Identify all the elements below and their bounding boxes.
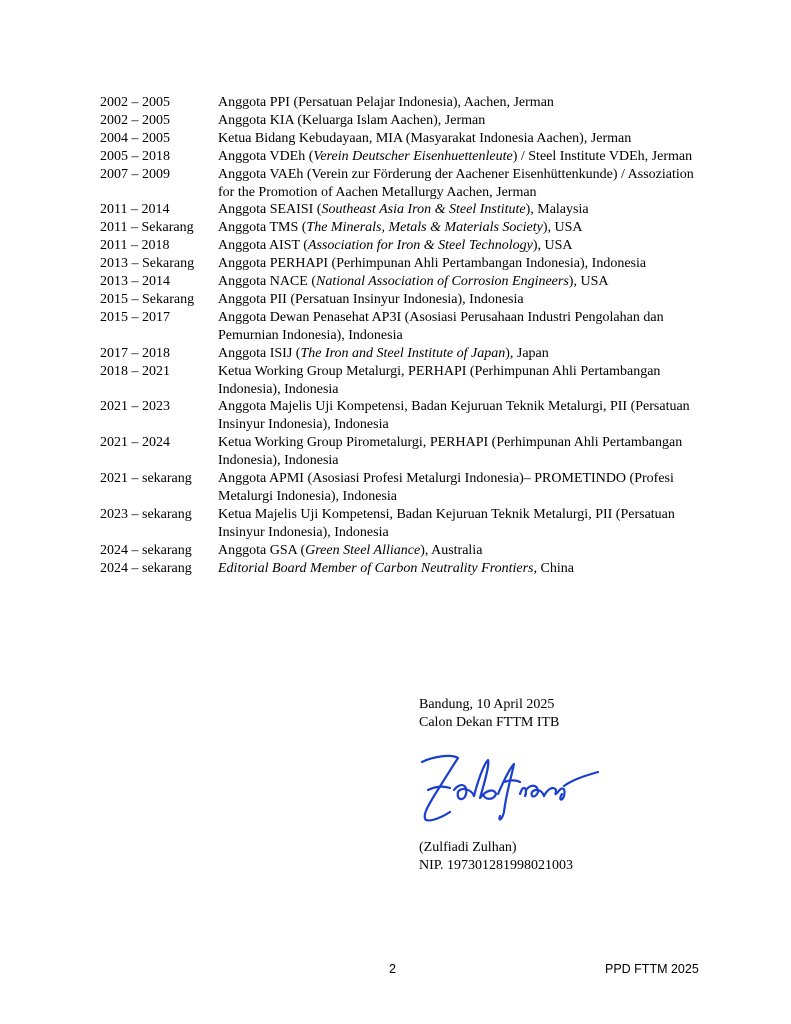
membership-years: 2023 – sekarang	[100, 506, 192, 522]
membership-description	[218, 398, 700, 434]
membership-row	[100, 345, 700, 363]
description-text: Ketua Majelis Uji Kompetensi, Badan Kejuruan Teknik Metalurgi, PII (Persatuan Insinyur Indonesia), Indonesia	[218, 506, 675, 540]
membership-description	[218, 130, 700, 148]
description-text: ), Japan	[505, 345, 549, 361]
description-text: Anggota GSA (	[218, 542, 306, 558]
description-text: , China	[533, 560, 574, 576]
membership-row	[100, 542, 700, 560]
membership-row	[100, 398, 700, 434]
membership-years: 2017 – 2018	[100, 345, 170, 361]
description-text: Anggota TMS (	[218, 220, 307, 236]
membership-row	[100, 237, 700, 255]
membership-years: 2021 – sekarang	[100, 471, 192, 487]
membership-row	[100, 94, 700, 112]
membership-years: 2005 – 2018	[100, 148, 170, 164]
membership-list	[100, 94, 700, 577]
italic-title: Green Steel Alliance	[305, 542, 421, 558]
membership-description	[218, 309, 700, 345]
description-text: Anggota ISIJ (	[218, 345, 301, 361]
membership-row	[100, 434, 700, 470]
description-text: Anggota PII (Persatuan Insinyur Indonesia), Indonesia	[218, 291, 524, 307]
description-text: Anggota VDEh (	[218, 148, 314, 164]
membership-description	[218, 148, 700, 166]
membership-years: 2015 – Sekarang	[100, 291, 195, 307]
membership-row	[100, 470, 700, 506]
membership-years: 2015 – 2017	[100, 309, 170, 325]
membership-description	[218, 542, 700, 560]
membership-description	[218, 201, 700, 219]
italic-title: National Association of Corrosion Engineers	[316, 274, 569, 290]
membership-years: 2004 – 2005	[100, 130, 170, 146]
membership-row	[100, 130, 700, 148]
membership-years: 2002 – 2005	[100, 112, 170, 128]
membership-years: 2021 – 2023	[100, 399, 170, 415]
membership-description	[218, 112, 700, 130]
membership-description	[218, 345, 700, 363]
membership-years: 2002 – 2005	[100, 95, 170, 110]
document-label: PPD FTTM 2025	[605, 962, 699, 976]
membership-row	[100, 506, 700, 542]
page-number: 2	[389, 962, 396, 976]
description-text: Anggota KIA (Keluarga Islam Aachen), Jerman	[218, 112, 486, 128]
membership-years: 2007 – 2009	[100, 166, 170, 182]
description-text: Anggota Majelis Uji Kompetensi, Badan Kejuruan Teknik Metalurgi, PII (Persatuan Insinyur Indonesia), Indonesia	[218, 399, 690, 433]
membership-row	[100, 112, 700, 130]
membership-row	[100, 255, 700, 273]
membership-row	[100, 291, 700, 309]
membership-years: 2013 – 2014	[100, 274, 170, 290]
membership-row	[100, 560, 700, 578]
membership-row	[100, 148, 700, 166]
place-date: Bandung, 10 April 2025	[419, 697, 555, 712]
italic-title: Editorial Board Member of Carbon Neutrality Frontiers	[218, 560, 534, 576]
candidate-position: Calon Dekan FTTM ITB	[419, 714, 560, 730]
italic-title: The Iron and Steel Institute of Japan	[300, 345, 506, 361]
description-text: Anggota NACE (	[218, 274, 316, 290]
description-text: Anggota Dewan Penasehat AP3I (Asosiasi Perusahaan Industri Pengolahan dan Pemurnian Indonesia), Indonesia	[218, 309, 664, 343]
membership-description	[218, 434, 700, 470]
signatory-block	[419, 839, 573, 875]
signatory-nip: NIP. 197301281998021003	[419, 857, 574, 873]
description-text: Anggota AIST (	[218, 238, 308, 254]
italic-title: Verein Deutscher Eisenhuettenleute	[313, 148, 513, 164]
description-text: ) / Steel Institute VDEh, Jerman	[512, 148, 693, 164]
membership-description	[218, 506, 700, 542]
membership-description	[218, 291, 700, 309]
membership-years: 2024 – sekarang	[100, 542, 192, 558]
membership-row	[100, 166, 700, 202]
membership-row	[100, 309, 700, 345]
description-text: Ketua Working Group Metalurgi, PERHAPI (Perhimpunan Ahli Pertambangan Indonesia), Indonesia	[218, 363, 661, 397]
membership-years: 2021 – 2024	[100, 435, 170, 451]
membership-years: 2013 – Sekarang	[100, 256, 195, 272]
description-text: ), Malaysia	[525, 202, 589, 218]
membership-description	[218, 273, 700, 291]
membership-description	[218, 470, 700, 506]
membership-years: 2011 – 2014	[100, 202, 170, 218]
membership-description	[218, 166, 700, 202]
membership-row	[100, 363, 700, 399]
description-text: Anggota VAEh (Verein zur Förderung der Aachener Eisenhüttenkunde) / Assoziation for the Promotion of Aachen Metallurgy Aachen, Jerman	[218, 166, 694, 200]
membership-description	[218, 363, 700, 399]
membership-years: 2024 – sekarang	[100, 560, 192, 576]
membership-row	[100, 273, 700, 291]
description-text: Ketua Working Group Pirometalurgi, PERHAPI (Perhimpunan Ahli Pertambangan Indonesia), Indonesia	[218, 435, 683, 469]
membership-years: 2018 – 2021	[100, 363, 170, 379]
handwritten-signature	[414, 750, 604, 828]
italic-title: Southeast Asia Iron & Steel Institute	[321, 202, 526, 218]
membership-description	[218, 560, 700, 578]
description-text: Anggota PERHAPI (Perhimpunan Ahli Pertambangan Indonesia), Indonesia	[218, 256, 647, 272]
description-text: Ketua Bidang Kebudayaan, MIA (Masyarakat Indonesia Aachen), Jerman	[218, 130, 632, 146]
italic-title: The Minerals, Metals & Materials Society	[306, 220, 543, 236]
signature-block	[419, 696, 559, 732]
description-text: Anggota APMI (Asosiasi Profesi Metalurgi Indonesia)– PROMETINDO (Profesi Metalurgi Indonesia), Indonesia	[218, 471, 674, 504]
signatory-name: (Zulfiadi Zulhan)	[419, 840, 517, 855]
description-text: ), USA	[542, 220, 583, 236]
membership-description	[218, 255, 700, 273]
description-text: ), USA	[568, 274, 609, 290]
membership-description	[218, 219, 700, 237]
membership-years: 2011 – 2018	[100, 238, 170, 254]
membership-description	[218, 94, 700, 112]
membership-row	[100, 219, 700, 237]
italic-title: Association for Iron & Steel Technology	[307, 238, 533, 254]
description-text: Anggota SEAISI (	[218, 202, 322, 218]
membership-row	[100, 201, 700, 219]
description-text: Anggota PPI (Persatuan Pelajar Indonesia), Aachen, Jerman	[218, 95, 554, 110]
description-text: ), Australia	[420, 542, 483, 558]
description-text: ), USA	[532, 238, 573, 254]
membership-description	[218, 237, 700, 255]
membership-years: 2011 – Sekarang	[100, 220, 194, 236]
